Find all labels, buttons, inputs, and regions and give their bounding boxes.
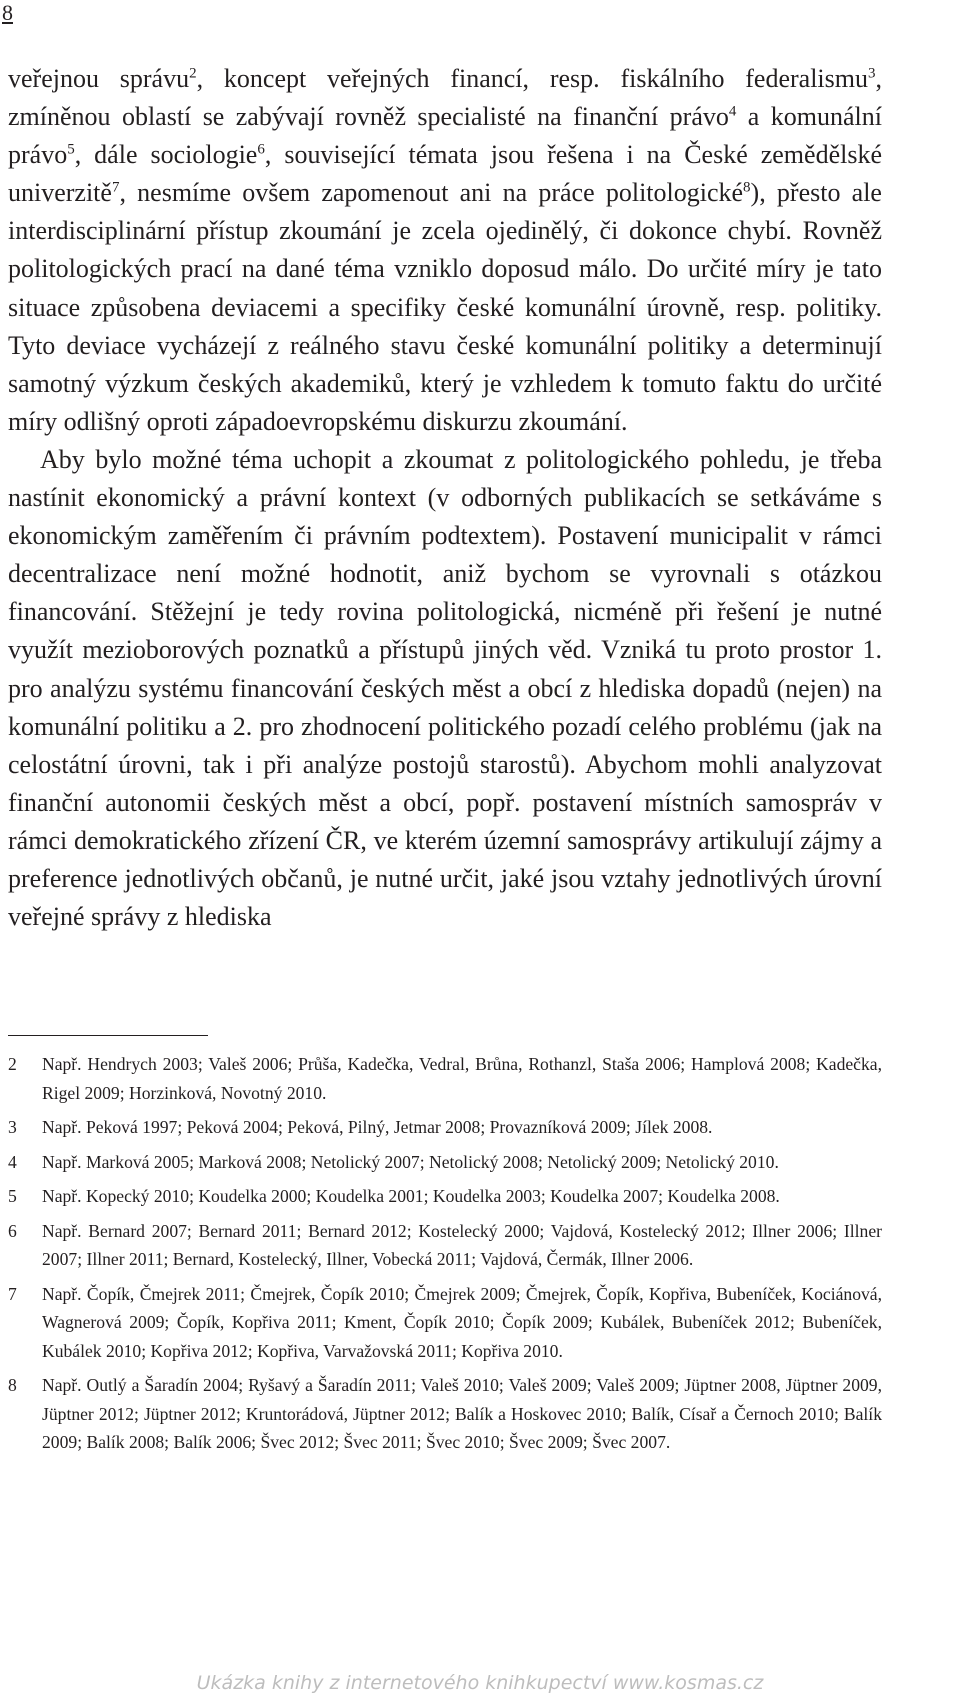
footnote-number: 3 (8, 1117, 17, 1137)
footnote-8 (8, 1371, 882, 1457)
footnote-5 (8, 1182, 882, 1211)
footnote-ref-6[interactable]: 6 (257, 141, 265, 158)
text-run: , dále sociologie (74, 140, 258, 170)
footnote-number: 2 (8, 1054, 17, 1074)
paragraph-2: Aby bylo možné téma uchopit a zkoumat z politologického pohledu, je třeba nastínit ekonomický a právní kontext (v odborných publikacích se setkáváme s ekonomickým zaměřením či právním podtextem). Postavení municipalit v rámci decentralizace není možné hodnotit, aniž bychom se vyrovnali s otázkou financování. Stěžejní je tedy rovina politologická, nicméně při řešení je nutné využít mezioborových poznatků a přístupů jiných věd. Vzniká tu proto prostor 1. pro analýzu systému financování českých měst a obcí z hlediska dopadů (nejen) na komunální politiku a 2. pro zhodnocení politického pozadí celého problému (jak na celostátní úrovni, tak i při analýze postojů starostů). Abychom mohli analyzovat finanční autonomii českých měst a obcí, popř. postavení místních samospráv v rámci demokratického zřízení ČR, ve kterém územní samosprávy artikulují zájmy a preference jednotlivých občanů, je nutné určit, jaké jsou vztahy jednotlivých úrovní veřejné správy z hlediska (8, 444, 882, 932)
footnote-text: Např. Hendrych 2003; Valeš 2006; Průša, Kadečka, Vedral, Brůna, Rothanzl, Staša 2006; Hamplová 2008; Kadečka, Rigel 2009; Horzinková, Novotný 2010. (42, 1054, 882, 1103)
footnote-text: Např. Peková 1997; Peková 2004; Peková, Pilný, Jetmar 2008; Provazníková 2009; Jílek 2008. (42, 1117, 713, 1137)
text-run: , nesmíme ovšem zapomenout ani na práce politologické (119, 178, 744, 208)
footnote-ref-4[interactable]: 4 (728, 103, 737, 120)
footnote-3 (8, 1113, 882, 1142)
footnote-divider (8, 1035, 208, 1036)
footnote-text: Např. Bernard 2007; Bernard 2011; Bernard 2012; Kostelecký 2000; Vajdová, Kostelecký 2012; Illner 2006; Illner 2007; Illner 2011; Bernard, Kostelecký, Illner, Vobecká 2011; Vajdová, Čermák, Illner 2006. (42, 1220, 882, 1269)
footnote-4 (8, 1148, 882, 1177)
footnote-number: 4 (8, 1151, 17, 1172)
page-number: 8 (2, 0, 13, 25)
footnotes (8, 1050, 882, 1463)
footnote-number: 8 (8, 1375, 17, 1395)
footnote-7 (8, 1280, 882, 1366)
text-run: , související témata jsou řešena i na České zemědělské univerzitě (8, 140, 882, 208)
footnote-text: Např. Kopecký 2010; Koudelka 2000; Koudelka 2001; Koudelka 2003; Koudelka 2007; Koudelka 2008. (42, 1186, 780, 1206)
footnote-number: 7 (8, 1283, 17, 1304)
footnote-text: Např. Čopík, Čmejrek 2011; Čmejrek, Čopík 2010; Čmejrek 2009; Čmejrek, Čopík, Kopřiva, Bubeníček, Kociánová, Wagnerová 2009; Čopík, Kopřiva 2011; Kment, Čopík 2010; Čopík 2009; Kubálek, Bubeníček 2012; Bubeníček, Kubálek 2010; Kopřiva 2012; Kopřiva, Varvažovská 2011; Kopřiva 2010. (42, 1283, 882, 1361)
footnote-ref-8[interactable]: 8 (743, 179, 751, 196)
text-run: a komunální právo (8, 102, 882, 170)
footnote-ref-2[interactable]: 2 (189, 65, 197, 82)
footnote-ref-3[interactable]: 3 (868, 65, 876, 82)
footnote-number: 5 (8, 1186, 17, 1206)
text-run: ), přesto ale interdisciplinární přístup zkoumání je zcela ojedinělý, či dokonce chybí. Rovněž politologických prací na dané téma vzniklo doposud málo. Do určité míry je tato situace způsobena deviacemi a specifiky české komunální úrovně, resp. politiky. Tyto deviace vycházejí z reálného stavu české komunální politiky a determinují samotný výzkum českých akademiků, který je vzhledem k tomuto faktu do určité míry odlišný oproti západoevropskému diskurzu zkoumání. (8, 178, 882, 436)
text-run: veřejnou správu (8, 64, 190, 93)
footnote-ref-7[interactable]: 7 (111, 179, 120, 196)
main-text (8, 60, 882, 936)
footnote-6 (8, 1217, 882, 1274)
text-run: , koncept veřejných financí, resp. fiskálního federalismu (196, 64, 868, 93)
footnote-2 (8, 1050, 882, 1107)
watermark: Ukázka knihy z internetového knihkupectví www.kosmas.cz (196, 1672, 764, 1694)
paragraph-1 (8, 60, 882, 441)
footnote-ref-5[interactable]: 5 (67, 141, 75, 158)
footnote-text: Např. Marková 2005; Marková 2008; Netolický 2007; Netolický 2008; Netolický 2009; Netolický 2010. (42, 1151, 779, 1172)
text-run: , zmíněnou oblastí se zabývají rovněž specialisté na finanční právo (8, 64, 882, 132)
footnote-number: 6 (8, 1220, 17, 1241)
footnote-text: Např. Outlý a Šaradín 2004; Ryšavý a Šaradín 2011; Valeš 2010; Valeš 2009; Valeš 2009; Jüptner 2008, Jüptner 2009, Jüptner 2012; Jüptner 2012; Kruntorádová, Jüptner 2012; Balík a Hoskovec 2010; Balík, Císař a Černoch 2010; Balík 2009; Balík 2008; Balík 2006; Švec 2012; Švec 2011; Švec 2010; Švec 2009; Švec 2007. (42, 1375, 882, 1452)
